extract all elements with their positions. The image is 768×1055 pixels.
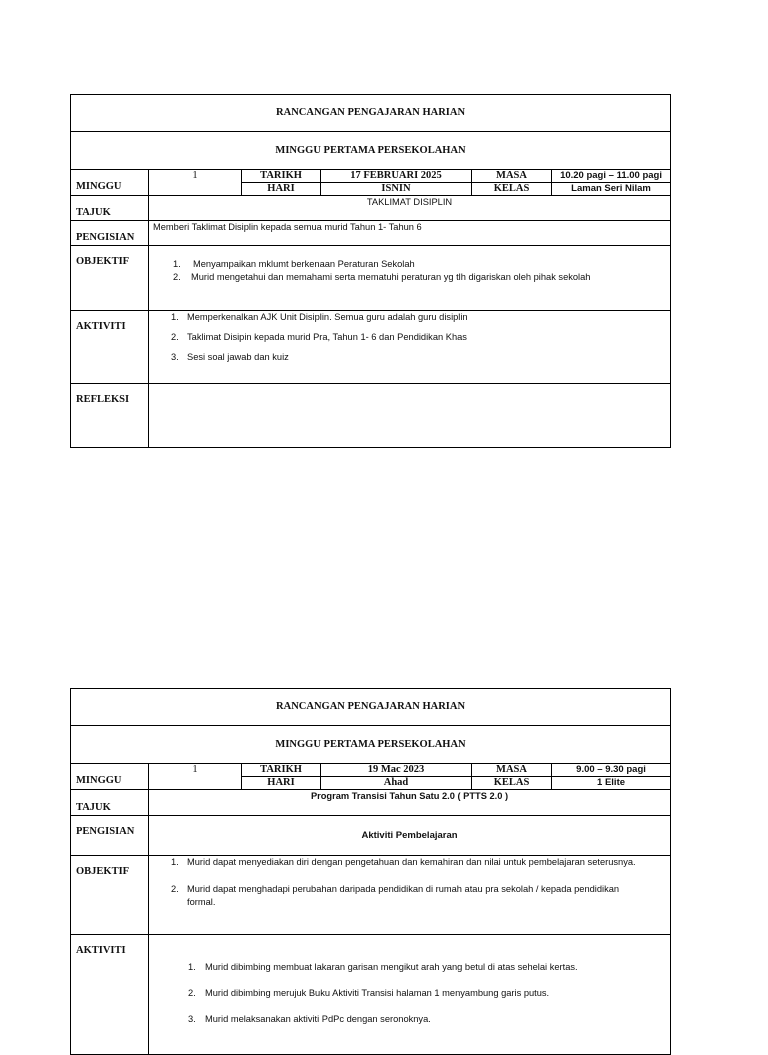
list-item: 1. Memperkenalkan AJK Unit Disiplin. Semua guru adalah guru disiplin — [171, 312, 468, 322]
sheet-subtitle: MINGGU PERTAMA PERSEKOLAHAN — [71, 132, 671, 170]
hari-label: HARI — [242, 777, 321, 790]
hari-label: HARI — [242, 183, 321, 196]
sheet-title: RANCANGAN PENGAJARAN HARIAN — [71, 95, 671, 132]
label-tajuk: TAJUK — [71, 790, 149, 816]
objektif-cell — [149, 246, 671, 311]
tarikh-value: 17 FEBRUARI 2025 — [321, 170, 472, 183]
masa-label: MASA — [472, 170, 552, 183]
label-tajuk: TAJUK — [71, 196, 149, 221]
list-item: 2. Murid dapat menghadapi perubahan daripada pendidikan di rumah atau pra sekolah / kepada pendidikan formal. — [171, 884, 620, 907]
list-item: 1. Menyampaikan mklumt berkenaan Peraturan Sekolah — [173, 259, 415, 269]
kelas-label: KELAS — [472, 777, 552, 790]
sheet-subtitle: MINGGU PERTAMA PERSEKOLAHAN — [71, 726, 671, 764]
minggu-value: 1 — [149, 170, 242, 196]
label-refleksi: REFLEKSI — [71, 384, 149, 448]
aktiviti-list — [149, 311, 670, 364]
masa-value: 10.20 pagi – 11.00 pagi — [552, 170, 671, 183]
tajuk-value: Program Transisi Tahun Satu 2.0 ( PTTS 2.0 ) — [149, 790, 671, 816]
list-item: 3. Sesi soal jawab dan kuiz — [171, 352, 289, 362]
kelas-label: KELAS — [472, 183, 552, 196]
masa-label: MASA — [472, 764, 552, 777]
lesson-plan-table — [70, 94, 671, 448]
tarikh-label: TARIKH — [242, 170, 321, 183]
list-item: 3. Murid melaksanakan aktiviti PdPc dengan seronoknya. — [188, 1014, 431, 1024]
tajuk-value: TAKLIMAT DISIPLIN — [149, 196, 671, 221]
hari-value: Ahad — [321, 777, 472, 790]
list-item: 2. Taklimat Disipin kepada murid Pra, Tahun 1- 6 dan Pendidikan Khas — [171, 332, 467, 342]
pengisian-value: Memberi Taklimat Disiplin kepada semua murid Tahun 1- Tahun 6 — [149, 221, 671, 246]
list-item: 1. Murid dibimbing membuat lakaran garisan mengikut arah yang betul di atas sehelai kertas. — [188, 962, 578, 972]
list-item: 2. Murid mengetahui dan memahami serta mematuhi peraturan yg tlh digariskan oleh pihak sekolah — [173, 272, 591, 282]
hari-value: ISNIN — [321, 183, 472, 196]
label-pengisian: PENGISIAN — [71, 816, 149, 856]
aktiviti-list — [149, 961, 670, 1026]
label-objektif: OBJEKTIF — [71, 856, 149, 935]
label-aktiviti: AKTIVITI — [71, 311, 149, 384]
tarikh-label: TARIKH — [242, 764, 321, 777]
list-item: 2. Murid dibimbing merujuk Buku Aktiviti Transisi halaman 1 menyambung garis putus. — [188, 988, 550, 998]
objektif-list — [149, 856, 670, 909]
refleksi-cell — [149, 384, 671, 448]
pengisian-value: Aktiviti Pembelajaran — [149, 816, 671, 856]
minggu-value: 1 — [149, 764, 242, 790]
objektif-list — [149, 258, 670, 284]
label-minggu: MINGGU — [71, 764, 149, 790]
objektif-cell — [149, 856, 671, 935]
label-minggu: MINGGU — [71, 170, 149, 196]
label-objektif: OBJEKTIF — [71, 246, 149, 311]
lesson-plan-sheet-2 — [70, 688, 670, 1055]
label-aktiviti: AKTIVITI — [71, 935, 149, 1055]
masa-value: 9.00 – 9.30 pagi — [552, 764, 671, 777]
list-item: 1. Murid dapat menyediakan diri dengan pengetahuan dan kemahiran dan nilai untuk pembelajaran seterusnya. — [171, 857, 636, 867]
sheet-title: RANCANGAN PENGAJARAN HARIAN — [71, 689, 671, 726]
aktiviti-cell — [149, 311, 671, 384]
kelas-value: 1 Elite — [552, 777, 671, 790]
aktiviti-cell — [149, 935, 671, 1055]
lesson-plan-sheet-1 — [70, 94, 670, 448]
kelas-value: Laman Seri Nilam — [552, 183, 671, 196]
tarikh-value: 19 Mac 2023 — [321, 764, 472, 777]
lesson-plan-table — [70, 688, 671, 1055]
label-pengisian: PENGISIAN — [71, 221, 149, 246]
